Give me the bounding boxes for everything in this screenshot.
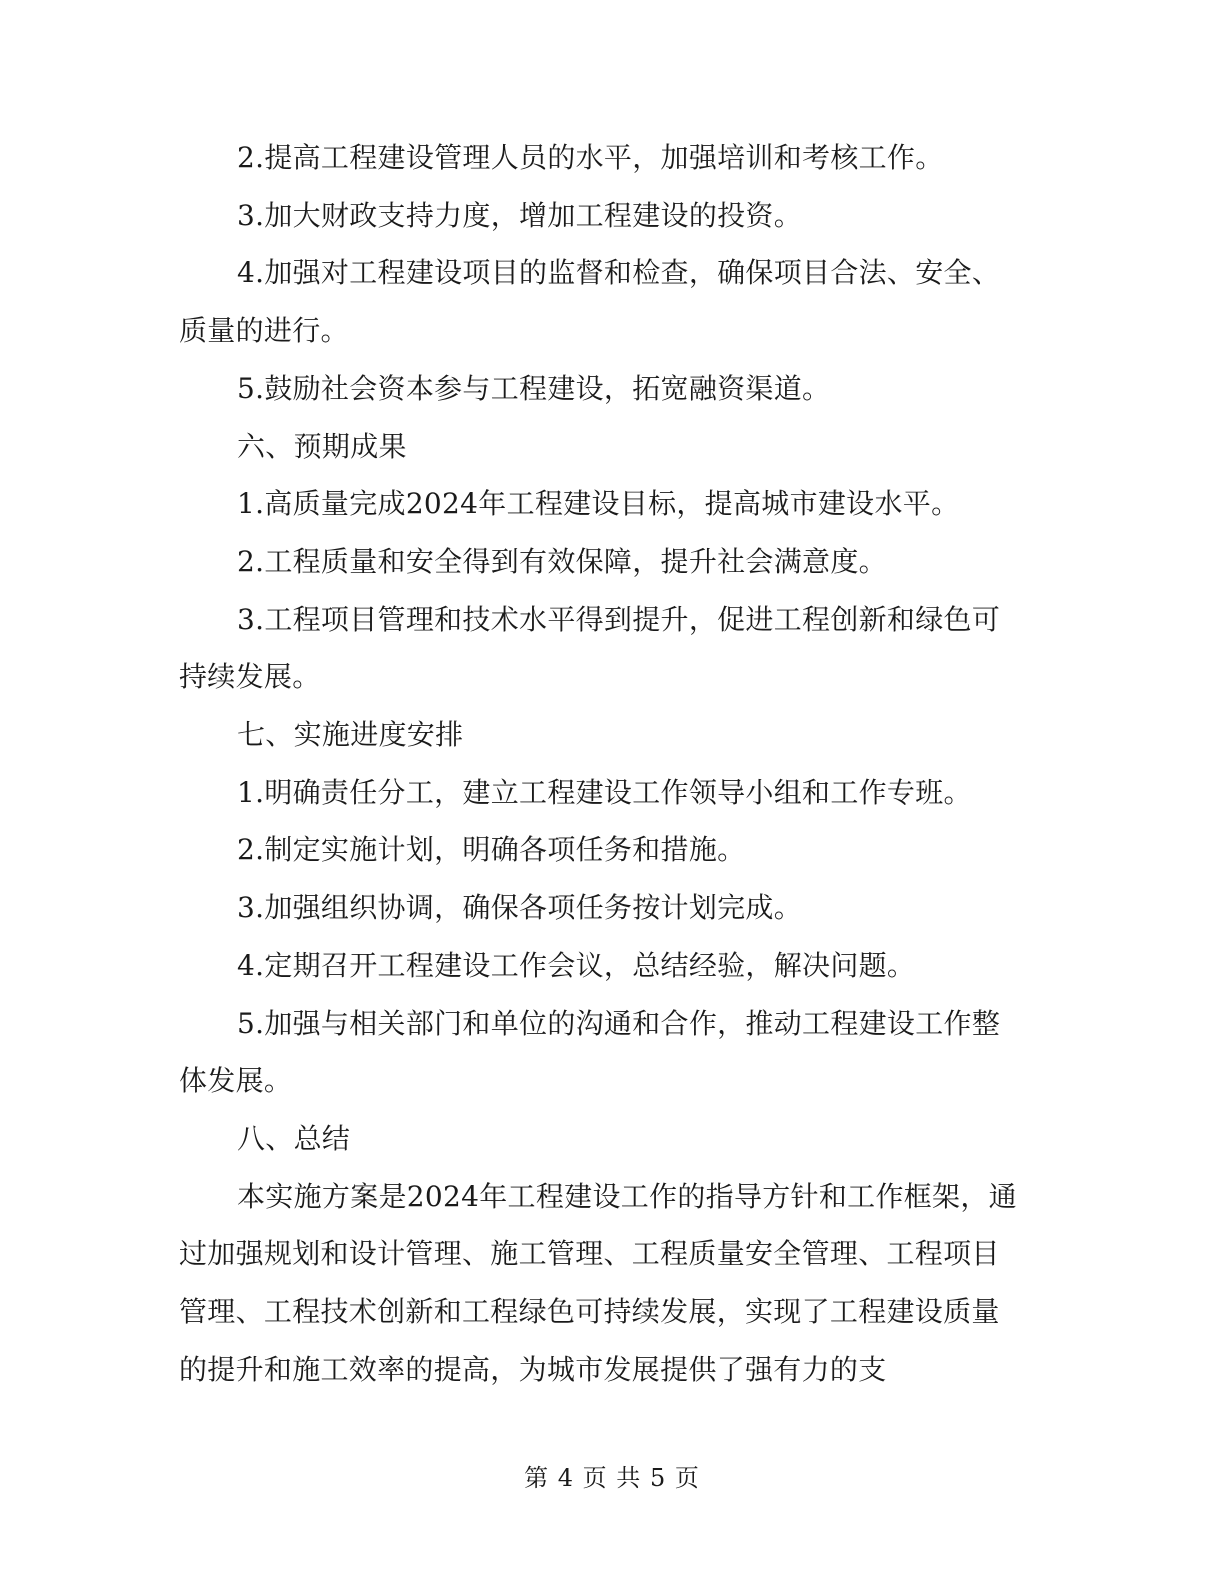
paragraph: 3.加强组织协调，确保各项任务按计划完成。 xyxy=(237,891,803,925)
page-number: 第 4 页 共 5 页 xyxy=(524,1464,700,1492)
paragraph: 1.明确责任分工，建立工程建设工作领导小组和工作专班。 xyxy=(237,775,972,809)
section-heading: 八、总结 xyxy=(237,1121,351,1155)
paragraph: 3.工程项目管理和技术水平得到提升，促进工程创新和绿色可持续发展。 xyxy=(179,602,1001,694)
paragraph: 5.鼓励社会资本参与工程建设，拓宽融资渠道。 xyxy=(237,371,831,405)
paragraph: 4.加强对工程建设项目的监督和检查，确保项目合法、安全、质量的进行。 xyxy=(179,256,1001,348)
document-body xyxy=(179,129,1017,1398)
paragraph: 4.定期召开工程建设工作会议，总结经验，解决问题。 xyxy=(237,948,916,982)
paragraph: 1.高质量完成2024年工程建设目标，提高城市建设水平。 xyxy=(237,487,960,521)
paragraph: 2.提高工程建设管理人员的水平，加强培训和考核工作。 xyxy=(237,141,944,174)
paragraph: 2.制定实施计划，明确各项任务和措施。 xyxy=(237,833,746,867)
paragraph: 本实施方案是2024年工程建设工作的指导方针和工作框架，通过加强规划和设计管理、施工管理、工程质量安全管理、工程项目管理、工程技术创新和工程绿色可持续发展，实现了工程建设质量的提升和施工效率的提高，为城市发展提供了强有力的支 xyxy=(179,1179,1017,1386)
section-heading: 七、实施进度安排 xyxy=(237,718,464,752)
page-footer xyxy=(0,1462,1224,1494)
section-heading: 六、预期成果 xyxy=(237,429,407,463)
paragraph: 5.加强与相关部门和单位的沟通和合作，推动工程建设工作整体发展。 xyxy=(179,1006,1001,1098)
paragraph: 3.加大财政支持力度，增加工程建设的投资。 xyxy=(237,198,803,232)
paragraph: 2.工程质量和安全得到有效保障，提升社会满意度。 xyxy=(237,544,887,578)
